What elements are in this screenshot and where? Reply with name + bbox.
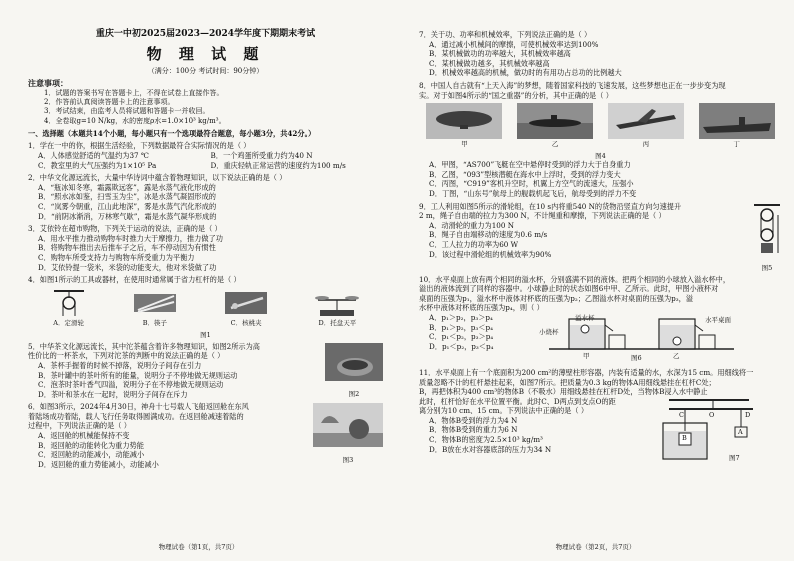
airship-photo-icon [426,103,502,139]
question-4-stem: 4．如图1所示的工具或器材，在使用时通常属于省力杠杆的是（ ） [28,275,241,285]
notes-title: 注意事项： [28,78,68,88]
figure-6-label-table: 水平桌面 [705,315,731,324]
question-6-stem-2: 着陆场成功着陆，载人飞行任务取得圆满成功。在返回舱减速着陆的 [28,411,244,421]
figure-6 [539,313,739,365]
note-item: 4．全卷取g=10 N/kg，水的密度ρ水=1.0×10³ kg/m³。 [44,116,226,125]
question-1-stem: 1．学在一中的你，根据生活经验，下列数据最符合实际情况的是（ ） [28,141,251,151]
question-5-stem: 5．中华茶文化源远流长，其中沱茶蕴含着许多物理知识，如图2所示为高 [28,341,260,351]
note-item: 3．考试结束，由监考人员将试题和答题卡一并收回。 [44,107,210,116]
q1-option-c: C．教室里的大气压强约为1×10⁵ Pa [38,160,157,170]
figure-1-label-b: B．筷子 [142,318,168,327]
q5-option-d: D．茶叶和茶水在一起时，说明分子间存在斥力 [38,389,188,399]
question-11-stem-2: 质量忽略不计的杠杆悬挂起来，如图7所示。把质量为0.3 kg的物体A用细线悬挂在杠杆C处； [419,377,716,387]
figure-4-label-d: 丁 [733,140,740,149]
question-7-stem: 7．关于功、功率和机械效率，下列说法正确的是（ ） [419,30,592,39]
figure-7-label-a: A [738,427,743,436]
score-line: （满分：100分 考试时间：90分钟） [147,67,264,75]
fixed-pulley-icon [49,288,89,318]
submarine-photo-icon [517,103,593,139]
q9-option-b: B．绳子自由端移动的速度为0.6 m/s [429,230,548,240]
question-10-stem: 10．水平桌面上放有两个相同的溢水杯，分别盛满不同的液体。把两个相同的小球放入溢水杯中， [419,274,731,284]
question-9-stem: 9．工人利用如图5所示的滑轮组，在10 s内将重540 N的货物沿竖直方向匀速提升 [419,201,682,211]
q7-option-c: C．某机械做功越多，其机械效率越高 [429,58,550,68]
q5-option-c: C．泡茶时茶叶香气四溢，说明分子在不停地做无规则运动 [38,380,224,390]
q5-option-b: B．茶叶罐中的茶叶所有的能量，说明分子不停地做无规则运动 [38,370,238,380]
pulley-block-icon [752,203,782,259]
figure-1-label-d: D．托盘天平 [318,318,357,327]
q3-option-c: C．购物车所受支持力与购物车所受重力为平衡力 [38,252,195,262]
q7-option-d: D．机械效率越高的机械，做功时的有用功占总功的比例越大 [429,68,622,78]
figure-2 [325,343,383,398]
q8-option-a: A．甲图，“AS700”飞艇在空中悬停时受到的浮力大于自身重力 [429,160,631,170]
figure-6-label-small-beaker: 小烧杯 [539,327,559,336]
q9-option-a: A．动滑轮的重力为100 N [429,220,514,230]
figure-7-label-c: C [679,410,684,419]
q6-option-a: A．返回舱的机械能保持不变 [38,431,130,441]
left-footer: 物理试卷（第1页，共7页） [158,543,239,551]
note-item: 2．作答前认真阅读答题卡上的注意事项。 [44,98,175,107]
q1-option-a: A．人体感觉舒适的气温约为37 ℃ [38,151,149,160]
right-footer: 物理试卷（第2页，共7页） [555,543,636,551]
q2-option-b: B．“照水冰如鉴，扫雪玉为尘”，冰是水蒸气凝固形成的 [38,192,216,202]
q1-option-d: D．重庆轻轨正常运营的速度约为100 m/s [210,160,346,170]
section-1-heading: 一、选择题（本题共14个小题，每小题只有一个选项最符合题意，每小题3分，共42分。） [28,128,316,138]
q10-option-d: D．p₁＜p₂，p₃＜p₄ [429,341,494,351]
question-8-stem-2: 实。对于如图4所示的“国之重器”的分析，其中正确的是（ ） [419,90,613,100]
question-9-stem-2: 2 m，绳子自由端的拉力为300 N，不计绳重和摩擦，下列说法正确的是（ ） [419,211,666,221]
nutcracker-icon [221,288,271,318]
exam-header: 重庆一中初2025届2023—2024学年度下期期末考试 [95,29,316,39]
airliner-photo-icon [608,103,684,139]
aircraft-carrier-photo-icon [699,103,775,139]
figure-4-label-b: 乙 [551,140,559,149]
figure-7-caption: 图7 [729,453,740,462]
figure-4-label-c: 丙 [642,140,650,149]
balance-scale-icon [312,288,362,318]
q11-option-c: C．物体B的密度为2.5×10³ kg/m³ [429,435,543,445]
figure-6-label-overflow-cup: 溢水杯 [575,313,595,322]
question-6-stem-3: 过程中，下列说法正确的是（ ） [28,421,131,431]
q7-option-a: A．通过减小机械间的摩擦，可使机械效率达到100% [429,39,599,49]
q7-option-b: B．某机械做功的功率越大，其机械效率越高 [429,49,571,59]
figure-4 [419,103,782,148]
question-6-stem: 6．如图3所示，2024年4月30日，神舟十七号载人飞船返回舱在东风 [28,402,249,412]
return-capsule-photo-icon [313,403,383,451]
q2-option-a: A．“瓶冰知冬寒，霜露欺远客”，露是水蒸气液化形成的 [38,182,216,192]
figure-7-label-d: D [745,410,751,419]
figure-7-label-o: O [709,410,715,419]
figure-6-label-yi: 乙 [673,351,680,360]
figure-3-caption: 图3 [342,456,354,465]
q10-option-c: C．p₁＜p₂，p₃＞p₄ [429,332,494,342]
q8-option-c: C．丙图，“C919”客机升空时，机翼上方空气的流速大，压强小 [429,179,634,189]
q3-option-d: D．艾依铃提一袋米，米袋的动能变大，他对米袋做了功 [38,262,217,272]
q6-option-c: C．返回舱的动能减小，动能减小 [38,450,145,460]
figure-1-label-c: C．核桃夹 [230,318,262,327]
figure-1 [28,288,383,327]
figure-1-label-a: A．定滑轮 [53,318,84,327]
figure-6-caption: 图6 [631,353,642,362]
figure-4-caption: 图4 [595,152,606,161]
question-11-stem-3: B，再把体积为400 cm³的物体B（不吸水）用细线悬挂在杠杆D处，当物体B浸入水中静止 [419,387,708,397]
tea-photo-icon [325,343,383,385]
q8-option-b: B．乙图，“093”型核潜艇在海水中上浮时，受到的浮力变大 [429,169,621,179]
q3-option-b: B．将购物车推出去后推车子之后，车不停动因为有惯性 [38,243,216,253]
q2-option-d: D．“前阴冰渐消，万林寒气歇”，霜是水蒸气凝华形成的 [38,211,217,221]
q9-option-d: D．该过程中滑轮组的机械效率为90% [429,249,552,259]
question-3-stem: 3．艾依铃在超市购物，下列关于运动的说法，正确的是（ ） [28,224,222,234]
question-10-stem-4: 水杯中液体对杯底的压强为p₄，则（ ） [419,303,544,313]
note-item: 1．试题的答案书写在答题卡上，不得在试卷上直接作答。 [44,89,224,97]
figure-7 [649,397,769,469]
exam-title: 物 理 试 题 [146,45,265,63]
figure-4-label-a: 甲 [461,140,468,149]
question-11-stem-4: 此时，杠杆恰好在水平位置平衡。此时C、D两点到支点O的距 [419,396,616,406]
question-10-stem-3: 桌面的压强为p₁，溢水杯中液体对杯底的压强为p₂；乙图溢水杯对桌面的压强为p₃，溢 [419,293,694,303]
figure-1-caption: 图1 [200,330,211,339]
q6-option-b: B．返回舱的动能转化为重力势能 [38,440,144,450]
figure-5-caption: 图5 [761,263,773,272]
q8-option-d: D．丁图，“山东号”航母上的舰载机起飞后，航母受到的浮力不变 [429,188,637,198]
q11-option-a: A．物体B受到的浮力为4 N [429,415,518,425]
q3-option-a: A．用水平推力推动购物车时推力大于摩擦力，推力做了功 [38,233,223,243]
question-11-stem: 11．水平桌面上有一个底面积为200 cm²的薄壁柱形容器，内装有适量的水，水深为15 cm。用细线将一 [419,367,754,377]
chopsticks-icon [130,288,180,318]
q1-option-b: B．一个鸡蛋所受重力约为40 N [210,151,313,160]
q6-option-d: D．返回舱的重力势能减小，动能减小 [38,459,159,469]
lever-diagram-icon [649,397,769,461]
q10-option-a: A．p₁＞p₂，p₃＞p₄ [429,312,493,322]
question-8-stem: 8．中国人自古就有“上天入海”的梦想，随着国家科技的飞速发展，这些梦想也正在一步步变为现 [419,80,726,90]
q10-option-b: B．p₁＞p₂，p₃＜p₄ [429,322,493,332]
question-11-stem-5: 离分别为10 cm、15 cm。下列说法中正确的是（ ） [419,406,589,416]
figure-7-label-b: B [682,433,687,442]
q5-option-a: A．茶杯手握着的时候不掉落，说明分子间存在引力 [38,360,202,370]
figure-2-caption: 图2 [348,389,360,398]
figure-6-label-jia: 甲 [583,351,590,360]
question-2-stem: 2．中华文化源远流长，大量中华诗词中蕴含着物理知识，以下说法正确的是（ ） [28,173,287,183]
q11-option-d: D．B放在水对容器底部的压力为34 N [429,444,552,454]
figure-5 [752,203,782,272]
right-page [397,0,794,561]
question-5-stem-2: 性价比的一杯茶水，下列对沱茶的判断中的说法正确的是（ ） [28,351,225,361]
q2-option-c: C．“岚雾今朝重，江山此地深”，雾是水蒸气汽化形成的 [38,201,217,211]
question-10-stem-2: 溢出的液体流到了同样的容器中。小球静止时的状态如图6中甲、乙所示。此时，甲图小液杯对 [419,284,719,294]
figure-3 [313,403,383,464]
q11-option-b: B．物体B受到的重力为6 N [429,425,518,435]
q9-option-c: C．工人拉力的功率为60 W [429,239,519,249]
